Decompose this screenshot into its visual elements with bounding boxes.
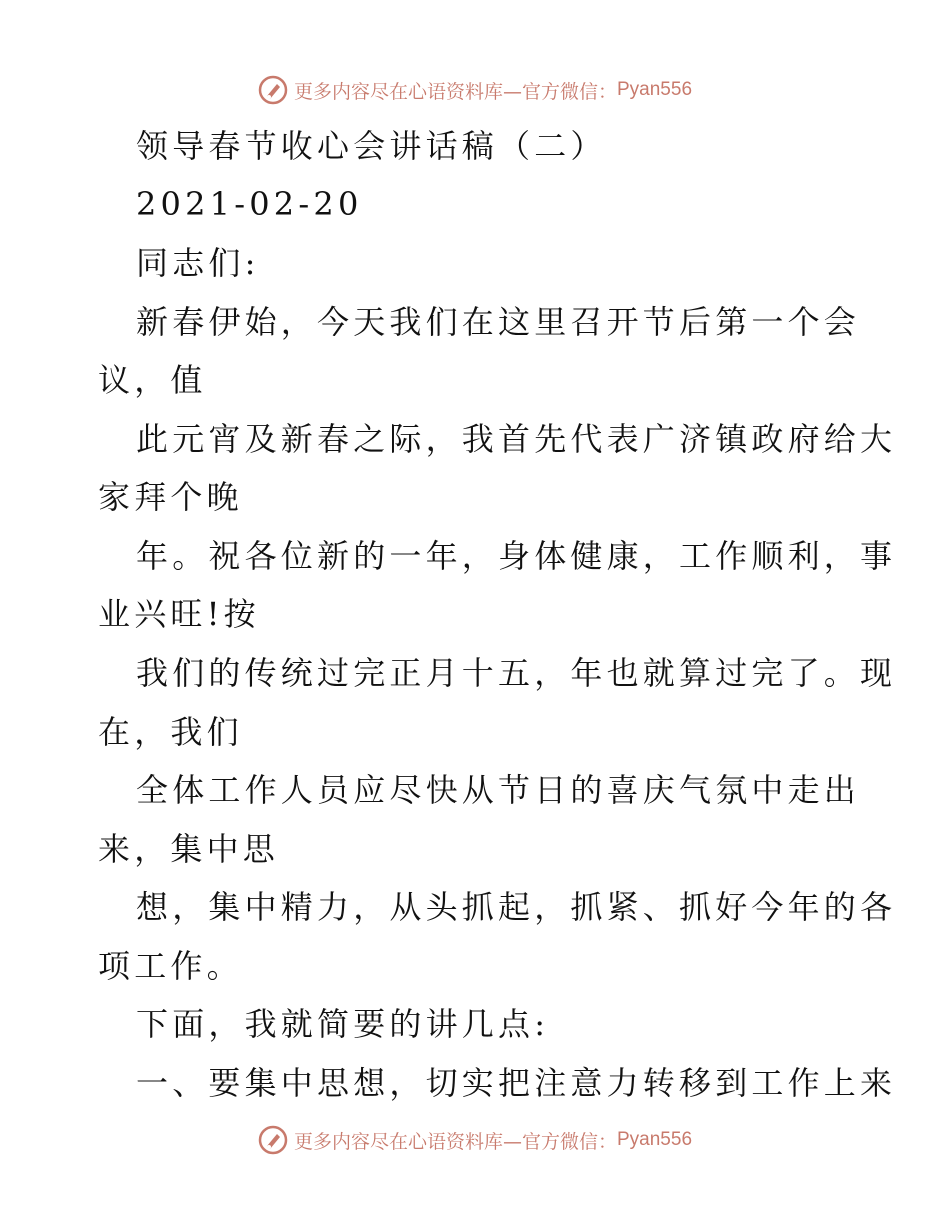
paragraph-line: 想，集中精力，从头抓起，抓紧、抓好今年的各 — [136, 888, 897, 926]
paragraph-line: 项工作。 — [98, 947, 243, 985]
pen-logo-icon — [258, 75, 288, 105]
paragraph-line: 年。祝各位新的一年，身体健康，工作顺利，事 — [136, 537, 897, 575]
paragraph-line: 业兴旺!按 — [98, 595, 260, 633]
document-date: 2021-02-20 — [136, 185, 363, 223]
paragraph-line: 全体工作人员应尽快从节日的喜庆气氛中走出 — [136, 771, 861, 809]
paragraph-line: 我们的传统过完正月十五，年也就算过完了。现 — [136, 654, 897, 692]
footer-watermark — [0, 1120, 950, 1160]
pen-logo-icon — [258, 1125, 288, 1155]
paragraph-line: 家拜个晚 — [98, 478, 243, 516]
watermark-text: 更多内容尽在心语资料库—官方微信： — [293, 1130, 617, 1153]
section-heading: 一、要集中思想，切实把注意力转移到工作上来 — [136, 1064, 897, 1102]
watermark-handle: Pyan556 — [617, 1129, 693, 1150]
paragraph-line: 此元宵及新春之际，我首先代表广济镇政府给大 — [136, 420, 897, 458]
paragraph-line: 在，我们 — [98, 713, 243, 751]
salutation: 同志们: — [136, 244, 260, 282]
header-watermark — [0, 70, 950, 110]
paragraph-line: 新春伊始，今天我们在这里召开节后第一个会 — [136, 303, 861, 341]
watermark-text: 更多内容尽在心语资料库—官方微信： — [293, 80, 617, 103]
document-title: 领导春节收心会讲话稿（二） — [136, 127, 607, 165]
watermark-handle: Pyan556 — [617, 79, 693, 100]
paragraph-line: 来，集中思 — [98, 830, 280, 868]
paragraph-line: 议，值 — [98, 361, 207, 399]
paragraph-line: 下面，我就简要的讲几点: — [136, 1005, 550, 1043]
